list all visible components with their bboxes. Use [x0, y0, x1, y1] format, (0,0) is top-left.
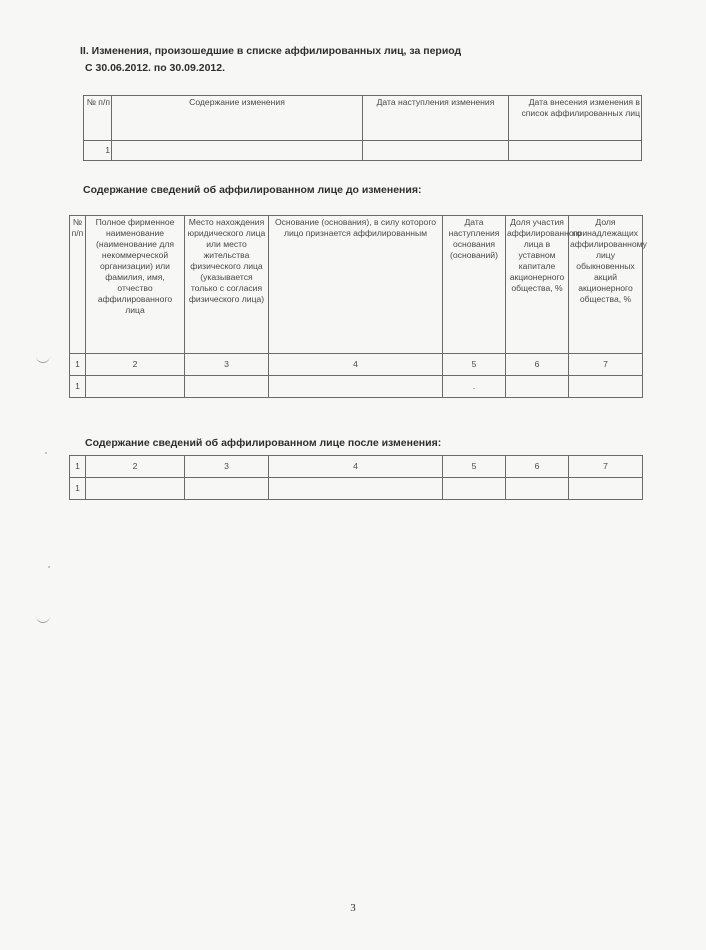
cell: 6 [506, 456, 569, 478]
before-header-row [70, 216, 643, 354]
cell [506, 376, 569, 398]
scan-speck [48, 566, 50, 568]
cell [569, 376, 643, 398]
cell [443, 478, 506, 500]
cell: 5 [443, 456, 506, 478]
cell [569, 478, 643, 500]
cell: . [443, 376, 506, 398]
changes-table [83, 95, 642, 161]
col-header-shares-percent: Доля принадлежащих аффилированному лицу обыкновенных акций акционерного общества, % [569, 216, 643, 354]
cell [269, 478, 443, 500]
cell [86, 478, 185, 500]
cell [269, 376, 443, 398]
cell [86, 376, 185, 398]
column-number-row [70, 354, 643, 376]
table-row [70, 376, 643, 398]
cell [509, 141, 642, 161]
col-header-number: № п/п [70, 216, 86, 354]
scan-speck [45, 452, 47, 454]
cell [185, 376, 269, 398]
cell: 1 [70, 376, 86, 398]
cell [506, 478, 569, 500]
cell [185, 478, 269, 500]
cell: 7 [569, 354, 643, 376]
before-change-title: Содержание сведений об аффилированном лице до изменения: [83, 184, 422, 196]
col-header-change-date: Дата наступления изменения [363, 96, 509, 141]
table-row [84, 141, 642, 161]
cell: 7 [569, 456, 643, 478]
cell [112, 141, 363, 161]
col-header-basis: Основание (основания), в силу которого лицо признается аффилированным [269, 216, 443, 354]
col-header-full-name: Полное фирменное наименование (наименование для некоммерческой организации) или фамилия, имя, отчество аффилированного лица [86, 216, 185, 354]
period-title: С 30.06.2012. по 30.09.2012. [85, 62, 226, 74]
after-change-title: Содержание сведений об аффилированном лице после изменения: [85, 437, 442, 449]
col-header-entry-date: Дата внесения изменения в список аффилированных лиц [509, 96, 642, 141]
affiliate-before-table [69, 215, 647, 398]
cell: 5 [443, 354, 506, 376]
cell: 4 [269, 354, 443, 376]
col-header-basis-date: Дата наступления основания (оснований) [443, 216, 506, 354]
cell: 2 [86, 456, 185, 478]
page-number: 3 [350, 902, 356, 914]
punch-hole-mark [36, 612, 50, 623]
cell: 3 [185, 354, 269, 376]
cell: 4 [269, 456, 443, 478]
column-number-row [70, 456, 643, 478]
cell [363, 141, 509, 161]
cell: 2 [86, 354, 185, 376]
col-header-number: № п/п [84, 96, 112, 141]
col-header-location: Место нахождения юридического лица или место жительства физического лица (указывается только с согласия физического лица) [185, 216, 269, 354]
section-title: II. Изменения, произошедшие в списке аффилированных лиц, за период [80, 45, 462, 57]
cell: 1 [84, 141, 112, 161]
cell: 1 [70, 478, 86, 500]
cell: 1 [70, 456, 86, 478]
col-header-capital-share: Доля участия аффилированного лица в уставном капитале акционерного общества, % [506, 216, 569, 354]
table-row [70, 478, 643, 500]
punch-hole-mark [36, 352, 50, 363]
col-header-change-content: Содержание изменения [112, 96, 363, 141]
affiliate-after-table [69, 455, 643, 500]
changes-header-row [84, 96, 642, 141]
cell: 3 [185, 456, 269, 478]
cell: 1 [70, 354, 86, 376]
cell: 6 [506, 354, 569, 376]
